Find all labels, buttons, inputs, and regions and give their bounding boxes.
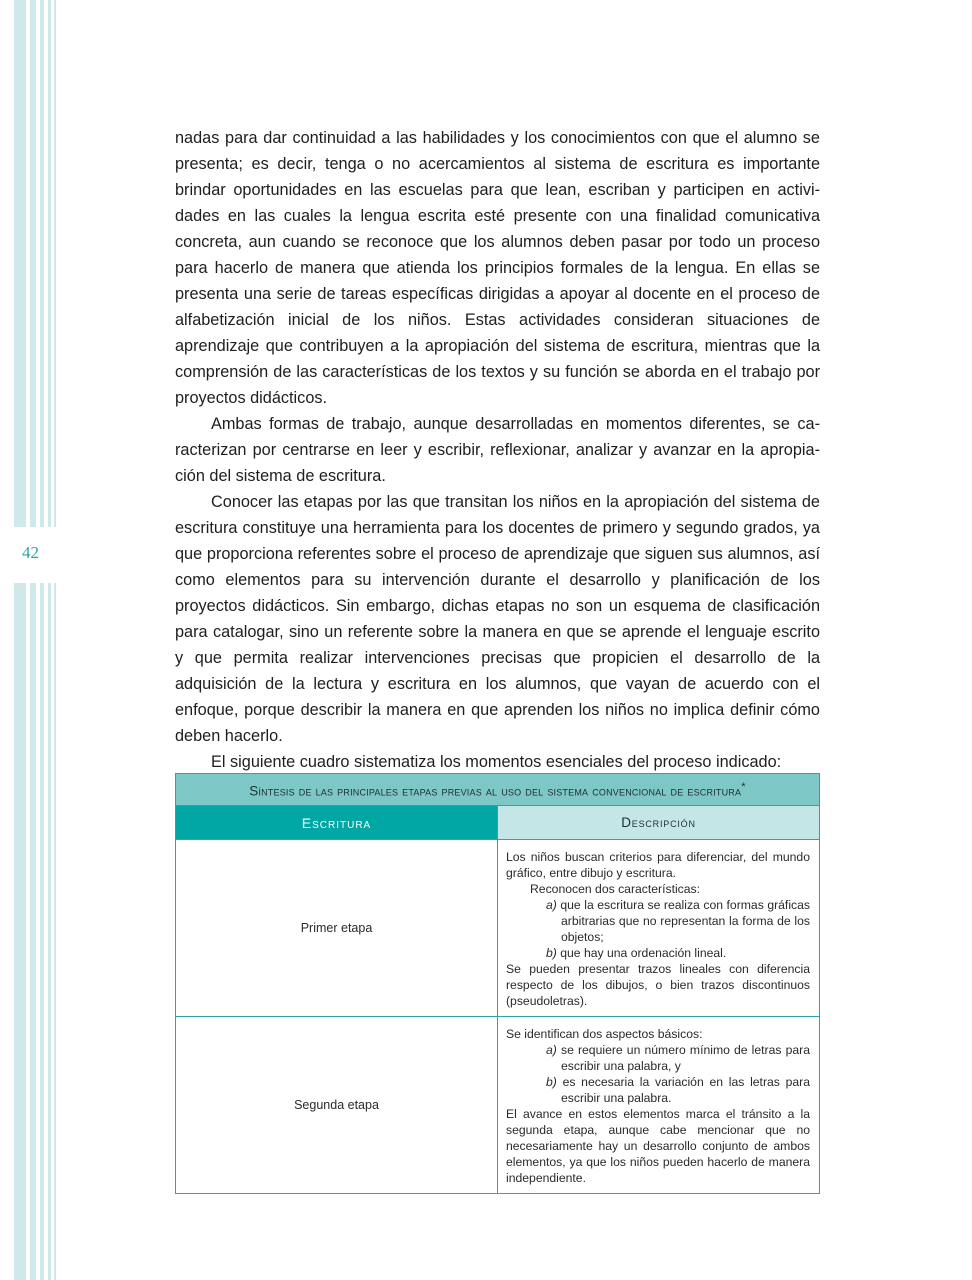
table-row	[176, 840, 820, 1017]
table-title	[176, 774, 820, 806]
page-number: 42	[22, 543, 39, 562]
margin-stripe	[14, 0, 26, 1280]
item-label: a)	[546, 1043, 557, 1057]
item-label: b)	[546, 1075, 557, 1089]
description-item	[506, 897, 810, 945]
item-label: a)	[546, 898, 557, 912]
paragraph-4: El siguiente cuadro sistematiza los momentos esenciales del proceso indicado:	[211, 753, 782, 771]
description-line: Los niños buscan criterios para diferenciar, del mundo gráfico, entre dibujo y escritura.	[506, 850, 810, 880]
table-title-footnote-mark: *	[741, 780, 746, 793]
item-text: que la escritura se realiza con formas gráficas arbitrarias que no representan la forma de los objetos;	[560, 898, 810, 944]
margin-stripe	[30, 0, 36, 1280]
table-title-text: Síntesis de las principales etapas previas al uso del sistema convencional de escritura	[249, 783, 742, 799]
margin-stripe	[54, 0, 56, 1280]
description-line: El avance en estos elementos marca el tránsito a la segunda etapa, aunque cabe mencionar que no necesariamente hay un desarrollo conjunto de ambos elementos, ya que los niños pueden hacerlo de manera independiente.	[506, 1107, 810, 1185]
description-item	[506, 945, 810, 961]
table-row	[176, 1017, 820, 1194]
body-text	[175, 125, 820, 775]
item-text: se requiere un número mínimo de letras para escribir una palabra, y	[560, 1043, 810, 1073]
margin-stripe	[40, 0, 44, 1280]
item-label: b)	[546, 946, 557, 960]
synthesis-table	[175, 773, 820, 1194]
paragraph-3: Conocer las etapas por las que transitan los niños en la apropiación del sistema de escritura constituye una herramienta para los docentes de primero y segundo grados, ya que proporciona referentes sobre el proceso de aprendizaje que siguen sus alumnos, así como elementos para su intervención durante el desarrollo y planificación de los proyectos didácticos. Sin embargo, dichas etapas no son un esquema de clasificación para catalogar, sino un referente sobre la manera en que se aprende el lenguaje escrito y que permita realizar intervenciones precisas que propicien el desarrollo de la adquisición de la lectura y escritura en los alumnos, que vayan de acuerdo con el enfoque, porque describir la manera en que aprenden los niños no implica definir cómo deben hacerlo.	[175, 493, 820, 745]
margin-stripe	[48, 0, 51, 1280]
margin-stripes	[0, 0, 60, 1280]
description-item	[506, 1074, 810, 1106]
item-text: es necesaria la variación en las letras para escribir una palabra.	[561, 1075, 810, 1105]
paragraph-1: nadas para dar continuidad a las habilidades y los conocimientos con que el alumno se presenta; es decir, tenga o no acercamientos al sistema de escritura es importante brindar oportunidades en las escuelas para que lean, escriban y participen en actividades en las cuales la lengua escrita esté presente con una finalidad comunicativa concreta, aun cuando se reconoce que los alumnos deben pasar por todo un proceso para hacerlo de manera que atienda los principios formales de la lengua. En ellas se presenta una serie de tareas específicas dirigidas a apoyar al docente en el proceso de alfabetización inicial de los niños. Estas actividades consideran situaciones de aprendizaje que contribuyen a la apropiación del sistema de escritura, mientras que la comprensión de las características de los textos y su función se aborda en el trabajo por proyectos didácticos.	[175, 129, 820, 407]
description-cell	[498, 840, 820, 1017]
description-line: Se pueden presentar trazos lineales con diferencia respecto de los dibujos, o bien trazos discontinuos (pseudoletras).	[506, 962, 810, 1008]
paragraph-2: Ambas formas de trabajo, aunque desarrolladas en momentos diferentes, se caracterizan por centrarse en leer y escribir, reflexionar, analizar y avanzar en la apropiación del sistema de escritura.	[175, 415, 820, 485]
item-text: que hay una ordenación lineal.	[560, 946, 727, 960]
column-header-description: Descripción	[498, 806, 820, 840]
description-item	[506, 1042, 810, 1074]
description-cell	[498, 1017, 820, 1194]
description-line: Reconocen dos características:	[530, 882, 701, 896]
description-line: Se identifican dos aspectos básicos:	[506, 1027, 703, 1041]
stage-cell: Segunda etapa	[176, 1017, 498, 1194]
column-header-writing: Escritura	[176, 806, 498, 840]
stage-cell: Primer etapa	[176, 840, 498, 1017]
